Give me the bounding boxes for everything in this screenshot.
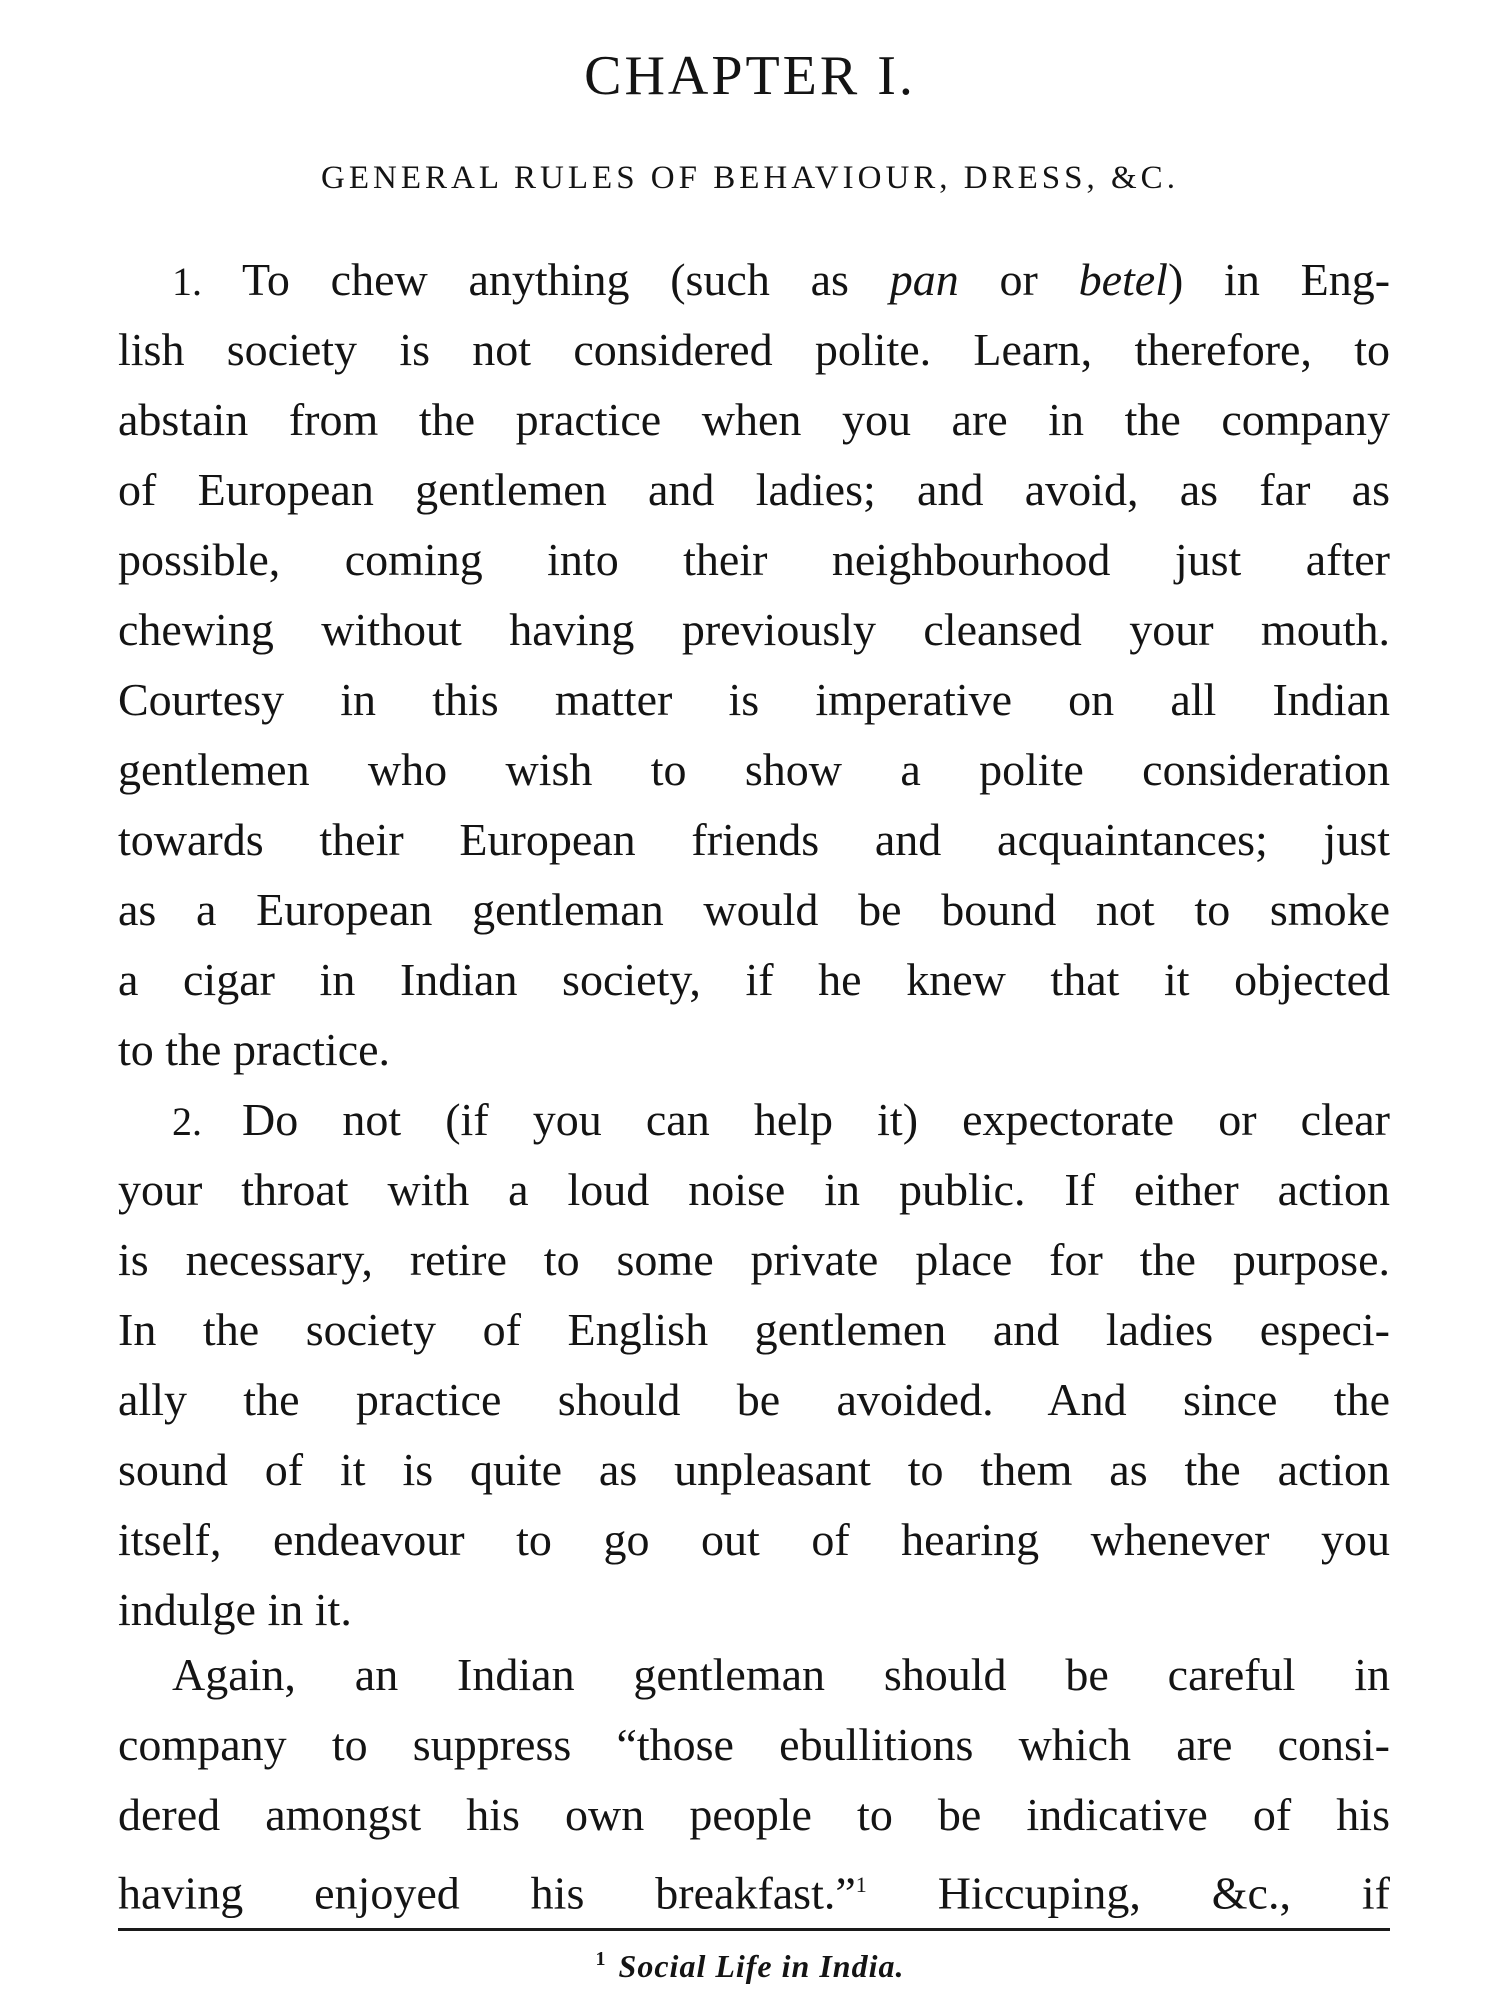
text-line-with-footnote bbox=[118, 1850, 1390, 1920]
text-line: company to suppress “those ebullitions which are consi- bbox=[118, 1719, 1390, 1770]
chapter-title: CHAPTER I. bbox=[584, 45, 916, 107]
section-1-paragraph bbox=[118, 245, 1390, 1085]
text-span: Do not (if you can help it) expectorate or clear bbox=[242, 1094, 1390, 1145]
section-1-line-1 bbox=[118, 245, 1390, 315]
text-span: having enjoyed his breakfast.” bbox=[118, 1867, 856, 1919]
term-betel: betel bbox=[1078, 254, 1168, 305]
text-line: towards their European friends and acquaintances; just bbox=[118, 814, 1390, 865]
footnote-mark: 1 bbox=[595, 1948, 607, 1971]
text-line: dered amongst his own people to be indicative of his bbox=[118, 1789, 1390, 1840]
text-line: as a European gentleman would be bound not to smoke bbox=[118, 884, 1390, 935]
text-line: a cigar in Indian society, if he knew that it objected bbox=[118, 954, 1390, 1005]
footnote-divider bbox=[118, 1928, 1390, 1931]
text-line: your throat with a loud noise in public. If either action bbox=[118, 1164, 1390, 1215]
chapter-subtitle: GENERAL RULES OF BEHAVIOUR, DRESS, &C. bbox=[321, 160, 1179, 196]
text-line: possible, coming into their neighbourhood just after bbox=[118, 534, 1390, 585]
text-line: indulge in it. bbox=[118, 1584, 352, 1635]
text-line: gentlemen who wish to show a polite consideration bbox=[118, 744, 1390, 795]
text-span: To chew anything (such as bbox=[242, 254, 890, 305]
text-line: Courtesy in this matter is imperative on all Indian bbox=[118, 674, 1390, 725]
text-line: chewing without having previously cleansed your mouth. bbox=[118, 604, 1390, 655]
section-2-line-1 bbox=[118, 1085, 1390, 1155]
text-line: lish society is not considered polite. Learn, therefore, to bbox=[118, 324, 1390, 375]
footnote-text: Social Life in India. bbox=[618, 1948, 905, 1984]
text-line: itself, endeavour to go out of hearing whenever you bbox=[118, 1514, 1390, 1565]
text-span: Hiccuping, &c., if bbox=[866, 1867, 1390, 1919]
text-line: to the practice. bbox=[118, 1024, 391, 1075]
section-number: 1. bbox=[172, 259, 202, 304]
text-line: abstain from the practice when you are in the company bbox=[118, 394, 1390, 445]
footnote-reference: 1 bbox=[855, 1872, 867, 1897]
footnote bbox=[0, 1948, 1500, 1985]
section-3-paragraph bbox=[118, 1640, 1390, 1920]
section-2-paragraph bbox=[118, 1085, 1390, 1645]
section-number: 2. bbox=[172, 1099, 202, 1144]
text-line: ally the practice should be avoided. And since the bbox=[118, 1374, 1390, 1425]
text-line: of European gentlemen and ladies; and avoid, as far as bbox=[118, 464, 1390, 515]
text-line: sound of it is quite as unpleasant to them as the action bbox=[118, 1444, 1390, 1495]
text-line: is necessary, retire to some private place for the purpose. bbox=[118, 1234, 1390, 1285]
term-pan: pan bbox=[889, 254, 959, 305]
text-line: In the society of English gentlemen and ladies especi- bbox=[118, 1304, 1390, 1355]
text-span: ) in Eng- bbox=[1167, 254, 1391, 305]
text-span: or bbox=[958, 254, 1079, 305]
text-line: Again, an Indian gentleman should be careful in bbox=[172, 1649, 1390, 1700]
